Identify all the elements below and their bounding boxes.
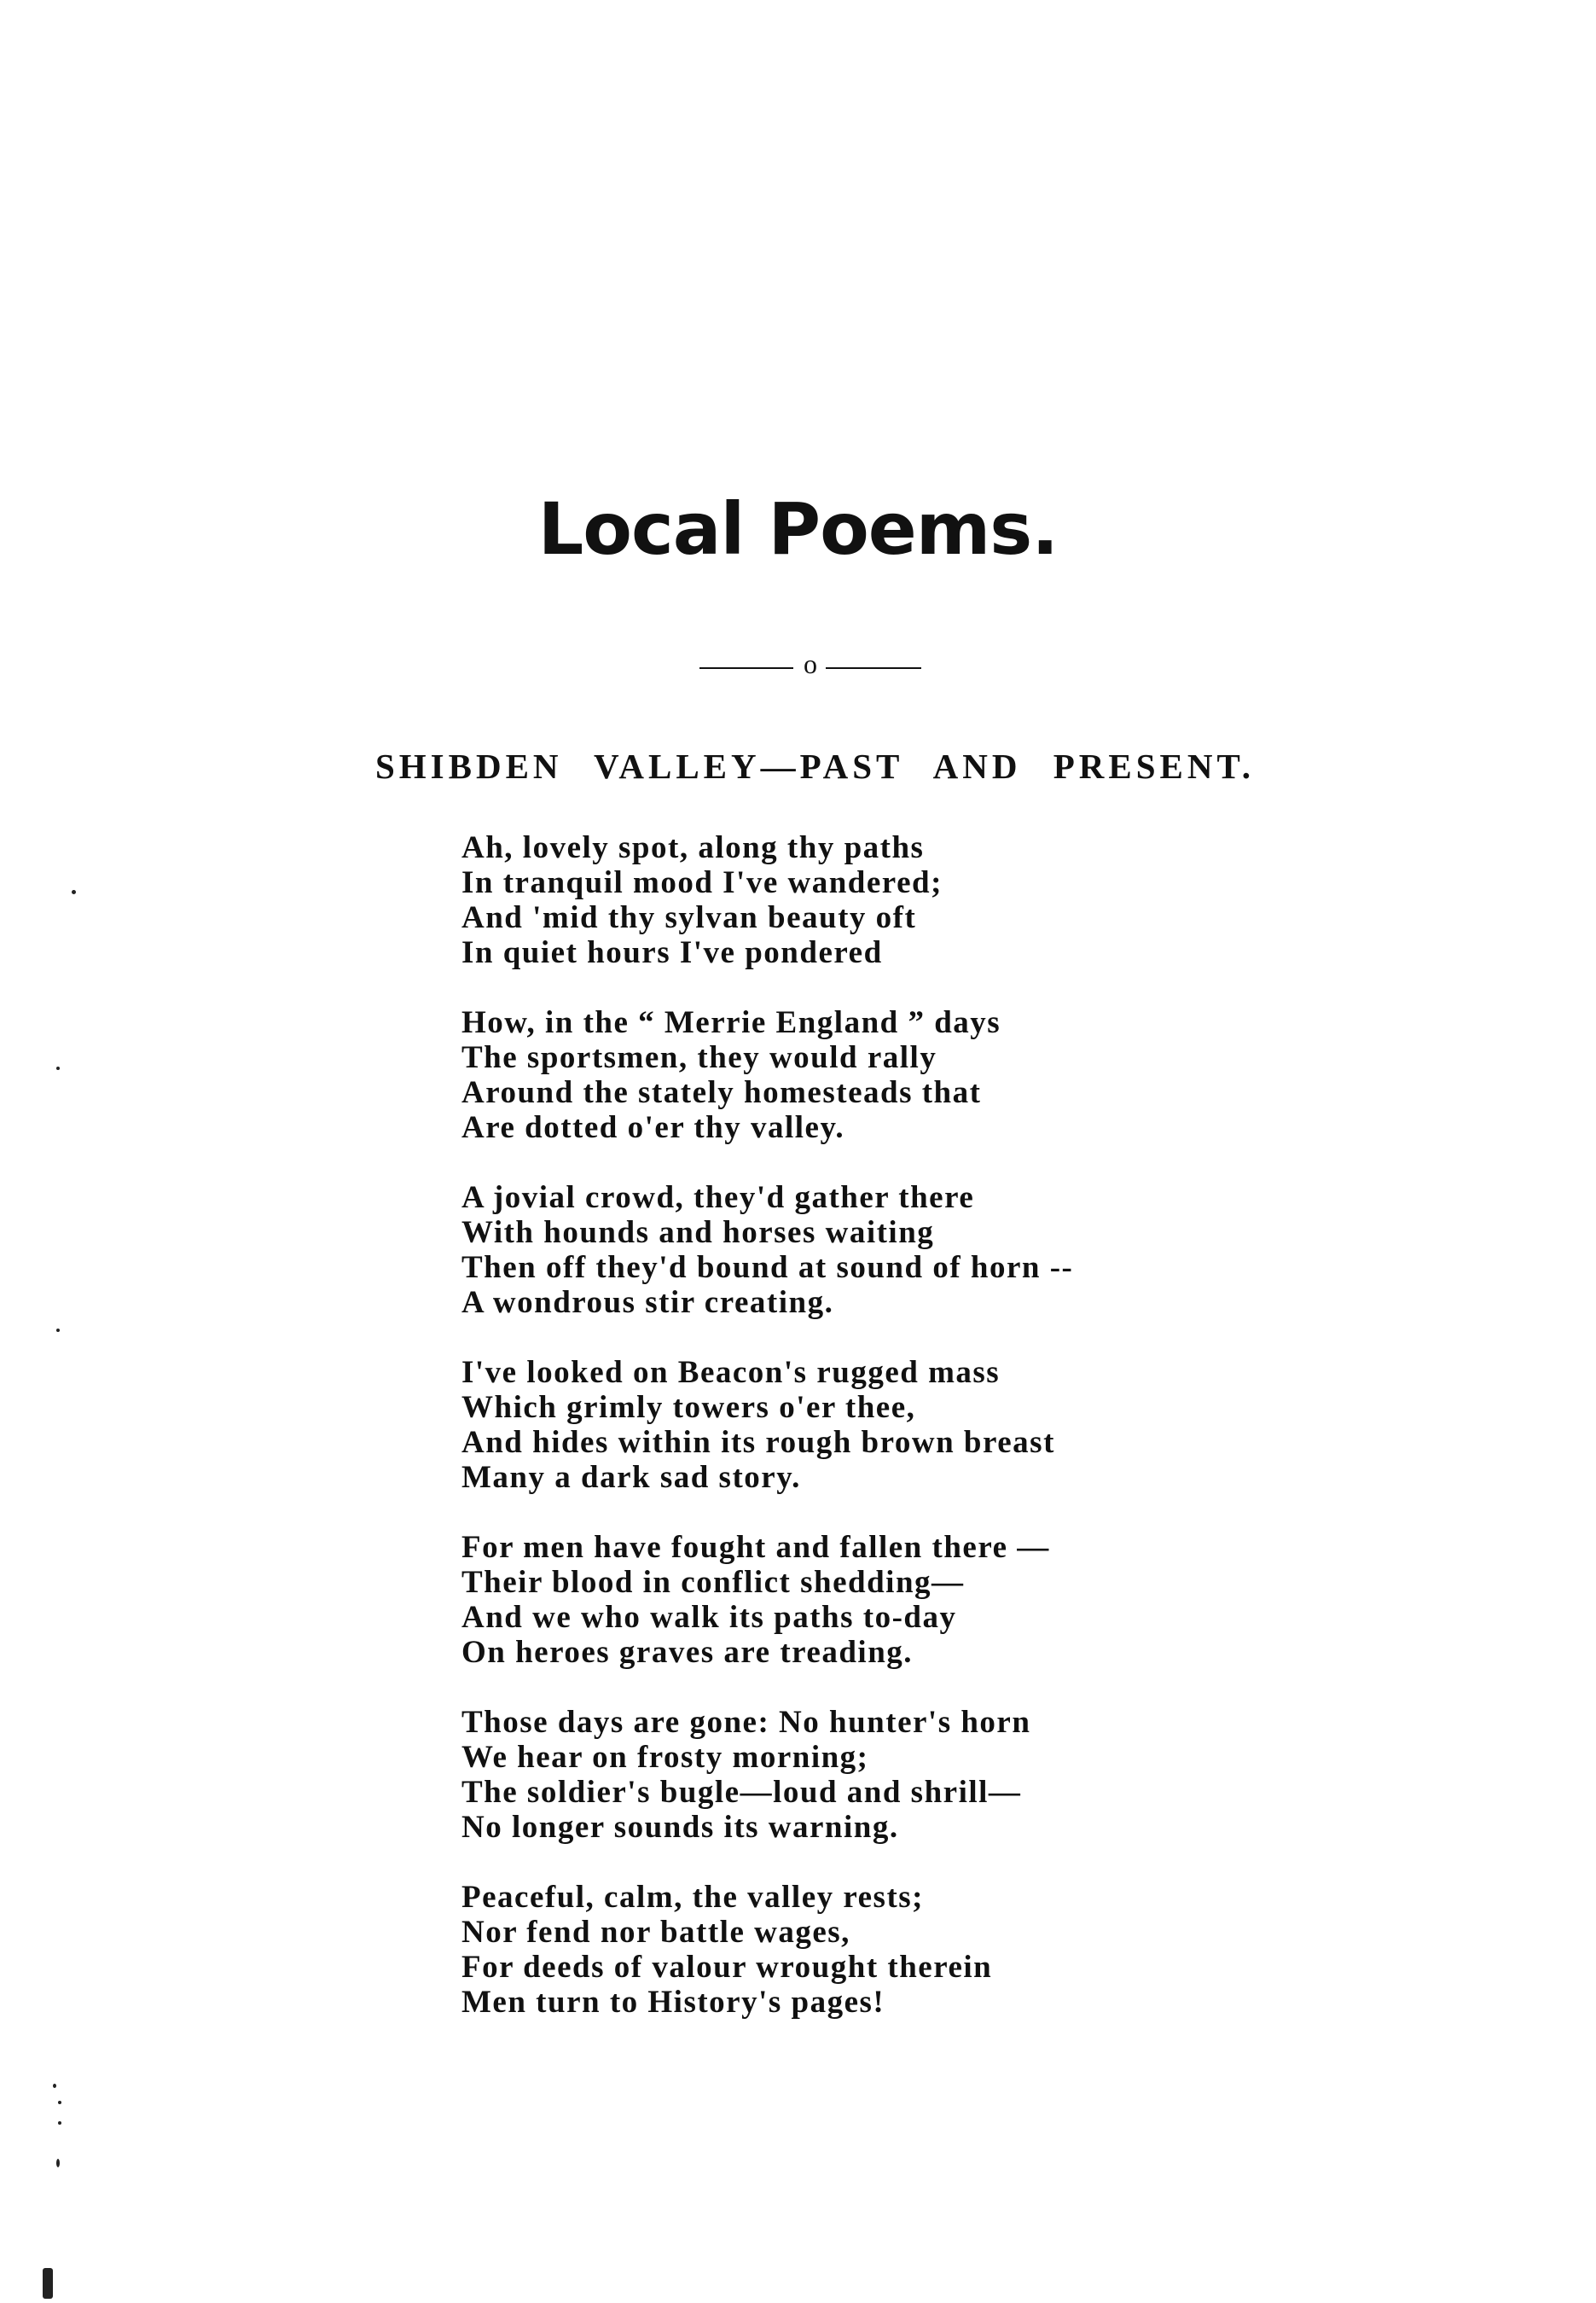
scan-speck — [58, 2121, 61, 2125]
poem-line: The soldier's bugle—loud and shrill— — [461, 1775, 1022, 1810]
poem-line: How, in the “ Merrie England ” days — [461, 1005, 1001, 1040]
ornamental-divider — [699, 647, 921, 681]
stanza — [461, 1005, 1315, 1145]
divider-line-right — [826, 667, 921, 669]
poem-line: I've looked on Beacon's rugged mass — [461, 1355, 1001, 1390]
poem-line: Many a dark sad story. — [461, 1460, 801, 1495]
poem-line: With hounds and horses waiting — [461, 1215, 935, 1250]
stanza — [461, 1880, 1315, 2020]
poem-line: In tranquil mood I've wandered; — [461, 865, 943, 900]
scan-speck — [56, 2159, 60, 2167]
divider-line-left — [699, 667, 793, 669]
poem-line: In quiet hours I've pondered — [461, 935, 883, 970]
poem-line: A jovial crowd, they'd gather there — [461, 1180, 975, 1215]
poem-line: Peaceful, calm, the valley rests; — [461, 1880, 924, 1915]
scan-speck — [43, 2268, 53, 2299]
scan-speck — [56, 1329, 60, 1332]
stanza — [461, 1530, 1315, 1670]
poem-line: Men turn to History's pages! — [461, 1985, 885, 2020]
poem-line: Ah, lovely spot, along thy paths — [461, 830, 925, 865]
poem-line: For deeds of valour wrought therein — [461, 1950, 993, 1985]
poem-line: We hear on frosty morning; — [461, 1740, 869, 1775]
scan-speck — [53, 2084, 56, 2088]
scan-speck — [58, 2101, 61, 2104]
poem-body — [461, 830, 1315, 2055]
poem-line: Which grimly towers o'er thee, — [461, 1390, 916, 1425]
poem-line: The sportsmen, they would rally — [461, 1040, 937, 1075]
poem-line: Nor fend nor battle wages, — [461, 1915, 850, 1950]
stanza — [461, 1705, 1315, 1845]
poem-line: Then off they'd bound at sound of horn -- — [461, 1250, 1074, 1285]
scan-speck — [72, 890, 76, 894]
poem-line: For men have fought and fallen there — — [461, 1530, 1050, 1565]
page-title: Local Poems. — [537, 487, 1059, 571]
poem-line: Around the stately homesteads that — [461, 1075, 982, 1110]
poem-line: Their blood in conflict shedding— — [461, 1565, 965, 1600]
divider-mark: o — [804, 648, 817, 679]
poem-line: Those days are gone: No hunter's horn — [461, 1705, 1031, 1740]
scan-speck — [56, 1067, 60, 1070]
poem-line: No longer sounds its warning. — [461, 1810, 899, 1845]
poem-line: And 'mid thy sylvan beauty oft — [461, 900, 917, 935]
poem-line: Are dotted o'er thy valley. — [461, 1110, 845, 1145]
stanza — [461, 1180, 1315, 1320]
poem-line: A wondrous stir creating. — [461, 1285, 834, 1320]
poem-line: And hides within its rough brown breast — [461, 1425, 1055, 1460]
stanza — [461, 830, 1315, 970]
poem-line: On heroes graves are treading. — [461, 1635, 914, 1670]
poem-line: And we who walk its paths to-day — [461, 1600, 957, 1635]
stanza — [461, 1355, 1315, 1495]
poem-title: SHIBDEN VALLEY—PAST AND PRESENT. — [374, 747, 1256, 786]
